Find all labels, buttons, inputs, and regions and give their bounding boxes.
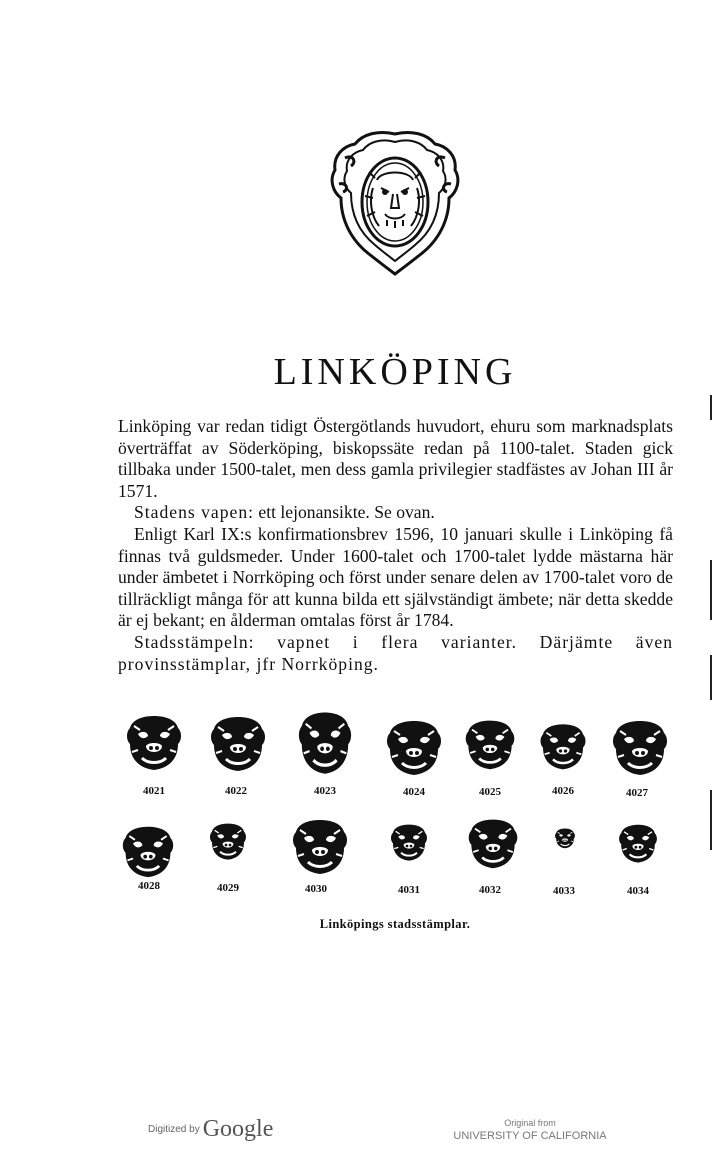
stamp-number-4029: 4029	[217, 882, 239, 894]
digitized-by-label: Digitized by	[148, 1124, 200, 1135]
paragraph-coat-of-arms	[118, 502, 673, 524]
university-label: UNIVERSITY OF CALIFORNIA	[453, 1130, 607, 1142]
stamp-4024-icon	[384, 716, 444, 778]
paragraph-history: Linköping var redan tidigt Östergötlands huvudort, ehuru som marknadsplats överträffat av Söderköping, biskopssäte redan på 1100-talet. Staden gick tillbaka under 1500-talet, men dess gamla privilegier stadfästes av Johan III år 1571.	[118, 416, 673, 501]
stamp-number-4034: 4034	[627, 885, 649, 897]
stamp-number-4027: 4027	[626, 787, 648, 799]
scan-edge-rule	[710, 0, 713, 1152]
stamp-4032-icon	[465, 816, 521, 870]
stamp-number-4024: 4024	[403, 786, 425, 798]
stamp-4025-icon	[462, 717, 518, 771]
stamp-number-4025: 4025	[479, 786, 501, 798]
stamp-4023-icon	[296, 708, 354, 776]
figure-caption: Linköpings stadsstämplar.	[319, 917, 471, 931]
stamp-number-4028: 4028	[138, 880, 160, 892]
stamp-number-4026: 4026	[552, 785, 574, 797]
stamp-number-4021: 4021	[143, 785, 165, 797]
paragraph-town-stamp	[118, 632, 673, 675]
stamp-number-4031: 4031	[398, 884, 420, 896]
stamp-number-4023: 4023	[314, 785, 336, 797]
stamp-number-4032: 4032	[479, 884, 501, 896]
stamp-4034-icon	[617, 820, 659, 866]
lion-face-coat-of-arms-icon	[323, 128, 468, 278]
town-stamp-text: vapnet i flera varianter. Därjämte även provinsstämplar,	[118, 631, 673, 674]
paragraph-guild: Enligt Karl IX:s konfirmationsbrev 1596, 10 januari skulle i Linköping få finnas två guldsmeder. Under 1600-talet och 1700-talet lydde mästarna här under ämbetet i Norrköping och först under senare delen av 1700-talet voro de tillräckligt många för att kunna bilda ett självständigt ämbete; när detta skedde är ej bekant; en ålderman omtalas först år 1784.	[118, 523, 673, 631]
town-stamp-reference: jfr Norrköping.	[251, 653, 379, 674]
digitized-by-google	[148, 1116, 273, 1143]
original-from-label: Original from	[504, 1118, 556, 1128]
coat-of-arms-label: Stadens vapen:	[134, 502, 255, 523]
body-text	[118, 416, 673, 675]
stamp-number-4033: 4033	[553, 885, 575, 897]
stamp-4027-icon	[610, 716, 670, 778]
stamp-number-4030: 4030	[305, 883, 327, 895]
coat-of-arms-text: ett lejonansikte. Se ovan.	[254, 502, 435, 523]
stamp-4028-icon	[120, 823, 176, 879]
stamp-4022-icon	[206, 713, 270, 773]
stamp-4029-icon	[208, 820, 248, 862]
stamp-4030-icon	[290, 814, 350, 878]
original-from	[420, 1117, 640, 1143]
stamp-4033-icon	[554, 827, 576, 849]
town-stamp-label: Stadsstämpeln:	[134, 631, 255, 652]
stamp-number-4022: 4022	[225, 785, 247, 797]
stamp-4031-icon	[388, 822, 430, 862]
google-logo: Google	[202, 1116, 274, 1142]
page-title: LINKÖPING	[273, 351, 517, 393]
stamp-4026-icon	[538, 718, 588, 774]
stamp-4021-icon	[121, 712, 187, 772]
